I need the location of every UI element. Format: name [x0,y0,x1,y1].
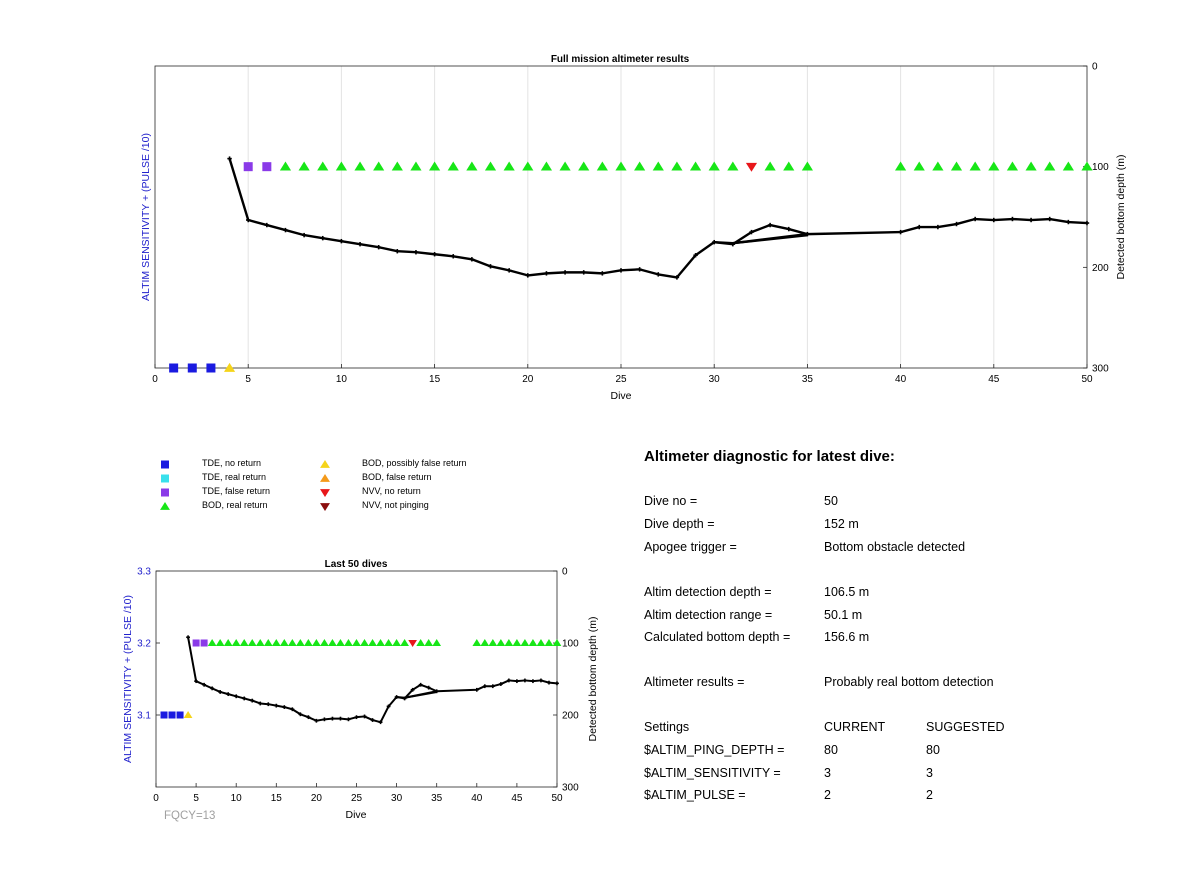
marker-triangle-up [472,639,481,646]
diag-label: Apogee trigger = [644,540,737,554]
marker-triangle-up [895,162,906,171]
marker-triangle-up [368,639,377,646]
full-mission-title: Full mission altimeter results [550,54,690,65]
marker-square [206,364,215,373]
marker-triangle-up [914,162,925,171]
settings-header-current: CURRENT [824,720,886,734]
marker-triangle-up [208,639,217,646]
x-tick-label: 35 [801,374,813,385]
diag-label: Dive no = [644,494,698,508]
setting-label: $ALTIM_PING_DEPTH = [644,743,785,757]
setting-suggested: 2 [926,788,933,802]
setting-current: 80 [824,743,838,757]
marker-triangle-up [480,639,489,646]
diag-value: Probably real bottom detection [824,675,994,689]
diag-value: 50 [824,494,838,508]
marker-triangle-down [320,503,330,511]
legend-marker-square [160,473,172,483]
diag-label: Altim detection range = [644,608,773,622]
setting-current: 2 [824,788,831,802]
marker-triangle-up [504,162,515,171]
x-tick-label: 10 [230,793,242,804]
fqcy-label: FQCY=13 [164,810,216,822]
marker-square [169,364,178,373]
marker-triangle-down [320,489,330,497]
x-tick-label: 40 [895,374,907,385]
full-mission-bottom-depth-series [227,156,1089,279]
diag-label: Altimeter results = [644,675,745,689]
full-mission-panel [140,54,1127,402]
marker-triangle-up [248,639,257,646]
marker-triangle-up [522,162,533,171]
marker-triangle-up [232,639,241,646]
marker-triangle-down [408,640,417,647]
marker-triangle-up [1063,162,1074,171]
full-mission-grid [248,66,994,368]
marker-triangle-up [272,639,281,646]
marker-triangle-up [560,162,571,171]
marker-triangle-up [264,639,273,646]
x-tick-label: 45 [511,793,523,804]
marker-triangle-up [765,162,776,171]
x-tick-label: 15 [270,793,282,804]
y-right-tick-label: 300 [1092,363,1109,375]
marker-triangle-up [709,162,720,171]
marker-triangle-up [392,162,403,171]
x-tick-label: 15 [429,374,441,385]
marker-triangle-up [352,639,361,646]
marker-triangle-up [541,162,552,171]
y-right-tick-label: 200 [562,710,579,722]
legend-marker-square [160,487,172,497]
last-50-axes-box [156,571,557,787]
setting-label: $ALTIM_PULSE = [644,788,746,802]
x-tick-label: 50 [551,793,563,804]
y-right-tick-label: 0 [1092,61,1098,73]
x-tick-label: 10 [335,374,347,385]
marker-triangle-up [1081,162,1092,171]
marker-triangle-up [320,474,330,482]
marker-triangle-up [690,162,701,171]
diag-label: Dive depth = [644,517,715,531]
marker-triangle-up [344,639,353,646]
legend-label: TDE, no return [202,458,262,468]
full-mission-markers [169,162,1092,373]
marker-triangle-up [521,639,530,646]
marker-triangle-up [424,639,433,646]
settings-header-label: Settings [644,720,690,734]
diag-value: Bottom obstacle detected [824,540,966,554]
last-50-right-ylabel: Detected bottom depth (m) [587,616,599,742]
diag-label: Calculated bottom depth = [644,630,791,644]
bottom-depth-line [188,637,557,722]
marker-triangle-up [497,639,506,646]
x-tick-label: 20 [522,374,534,385]
legend-marker-triangle-down [320,501,332,511]
marker-triangle-up [1026,162,1037,171]
diag-value: 152 m [824,517,859,531]
settings-header-suggested: SUGGESTED [926,720,1005,734]
diagnostic-title: Altimeter diagnostic for latest dive: [644,448,895,465]
diag-label: Altim detection depth = [644,585,772,599]
marker-triangle-up [466,162,477,171]
marker-square [161,712,168,719]
marker-triangle-up [320,639,329,646]
marker-square [201,640,208,647]
marker-square [262,162,271,171]
marker-square [161,461,169,469]
marker-triangle-up [354,162,365,171]
marker-triangle-up [304,639,313,646]
marker-triangle-up [1044,162,1055,171]
x-tick-label: 20 [310,793,322,804]
diag-value: 50.1 m [824,608,863,622]
x-tick-label: 0 [153,793,159,804]
x-tick-label: 25 [615,374,627,385]
marker-triangle-up [384,639,393,646]
marker-triangle-up [373,162,384,171]
marker-triangle-up [783,162,794,171]
marker-triangle-up [1007,162,1018,171]
setting-label: $ALTIM_SENSITIVITY = [644,766,781,780]
marker-square [161,489,169,497]
x-tick-label: 40 [471,793,483,804]
x-tick-label: 5 [245,374,251,385]
x-tick-label: 30 [391,793,403,804]
full-mission-xlabel: Dive [610,390,632,402]
marker-triangle-up [296,639,305,646]
x-tick-label: 45 [988,374,1000,385]
marker-triangle-up [184,711,193,718]
last-50-panel [122,559,599,822]
marker-triangle-up [615,162,626,171]
x-tick-label: 0 [152,374,158,385]
diag-value: 156.6 m [824,630,870,644]
marker-square [244,162,253,171]
marker-triangle-up [578,162,589,171]
legend-label: BOD, real return [202,500,268,510]
last-50-title: Last 50 dives [324,559,388,570]
legend-marker-triangle-down [320,487,332,497]
marker-triangle-up [429,162,440,171]
marker-triangle-up [988,162,999,171]
y-right-tick-label: 100 [1092,162,1109,174]
marker-triangle-up [320,460,330,468]
legend-label: BOD, false return [362,472,432,482]
x-tick-label: 30 [708,374,720,385]
last-50-left-ylabel: ALTIM SENSITIVITY + (PULSE /10) [122,595,134,763]
marker-square [177,712,184,719]
marker-triangle-up [597,162,608,171]
marker-legend [160,458,520,518]
y-right-tick-label: 200 [1092,262,1109,274]
marker-triangle-up [513,639,522,646]
marker-triangle-up [553,639,562,646]
last-50-left-ticks [137,567,160,722]
marker-triangle-up [802,162,813,171]
bottom-depth-line [230,159,1087,278]
marker-triangle-up [400,639,409,646]
marker-triangle-up [299,162,310,171]
marker-triangle-up [288,639,297,646]
marker-triangle-up [256,639,265,646]
full-mission-x-ticks [152,364,1093,385]
marker-triangle-up [505,639,514,646]
marker-square [193,640,200,647]
marker-triangle-up [432,639,441,646]
legend-marker-triangle-up [320,459,332,469]
marker-triangle-up [216,639,225,646]
legend-label: TDE, false return [202,486,271,496]
marker-square [161,475,169,483]
setting-current: 3 [824,766,831,780]
legend-marker-square [160,459,172,469]
marker-triangle-up [970,162,981,171]
marker-triangle-up [317,162,328,171]
marker-triangle-up [727,162,738,171]
marker-triangle-up [312,639,321,646]
marker-triangle-up [489,639,498,646]
x-tick-label: 50 [1081,374,1093,385]
full-mission-left-ylabel: ALTIM SENSITIVITY + (PULSE /10) [140,133,152,301]
setting-suggested: 3 [926,766,933,780]
legend-label: TDE, real return [202,472,267,482]
x-tick-label: 5 [193,793,199,804]
x-tick-label: 25 [350,793,363,804]
marker-square [188,364,197,373]
y-left-tick-label: 3.3 [137,566,151,578]
marker-triangle-up [240,639,249,646]
full-mission-right-ylabel: Detected bottom depth (m) [1115,154,1127,280]
marker-triangle-up [360,639,369,646]
marker-triangle-up [416,639,425,646]
marker-triangle-up [545,639,554,646]
last-50-markers [161,639,562,718]
marker-triangle-up [224,639,233,646]
marker-triangle-up [653,162,664,171]
marker-triangle-up [336,639,345,646]
marker-triangle-up [328,639,337,646]
marker-triangle-up [280,162,291,171]
marker-triangle-up [671,162,682,171]
marker-triangle-up [336,162,347,171]
marker-triangle-up [376,639,385,646]
marker-triangle-up [160,502,170,510]
y-right-tick-label: 0 [562,566,568,578]
last-50-bottom-depth-series [186,635,559,724]
x-tick-label: 35 [431,793,443,804]
legend-marker-triangle-up [320,473,332,483]
marker-triangle-up [410,162,421,171]
marker-triangle-up [537,639,546,646]
legend-label: NVV, not pinging [362,500,429,510]
marker-triangle-up [448,162,459,171]
marker-triangle-up [392,639,401,646]
y-left-tick-label: 3.1 [137,710,151,722]
y-right-tick-label: 100 [562,638,579,650]
marker-triangle-up [932,162,943,171]
legend-label: NVV, no return [362,486,421,496]
legend-label: BOD, possibly false return [362,458,467,468]
y-left-tick-label: 3.2 [137,638,151,650]
marker-triangle-up [951,162,962,171]
setting-suggested: 80 [926,743,940,757]
y-right-tick-label: 300 [562,782,579,794]
marker-triangle-up [634,162,645,171]
last-50-x-ticks [153,783,563,804]
legend-marker-triangle-up [160,501,172,511]
marker-triangle-up [224,363,235,372]
last-50-xlabel: Dive [345,809,367,821]
marker-triangle-up [529,639,538,646]
marker-triangle-up [280,639,289,646]
marker-triangle-down [746,163,757,172]
marker-triangle-up [485,162,496,171]
diag-value: 106.5 m [824,585,870,599]
marker-square [169,712,176,719]
